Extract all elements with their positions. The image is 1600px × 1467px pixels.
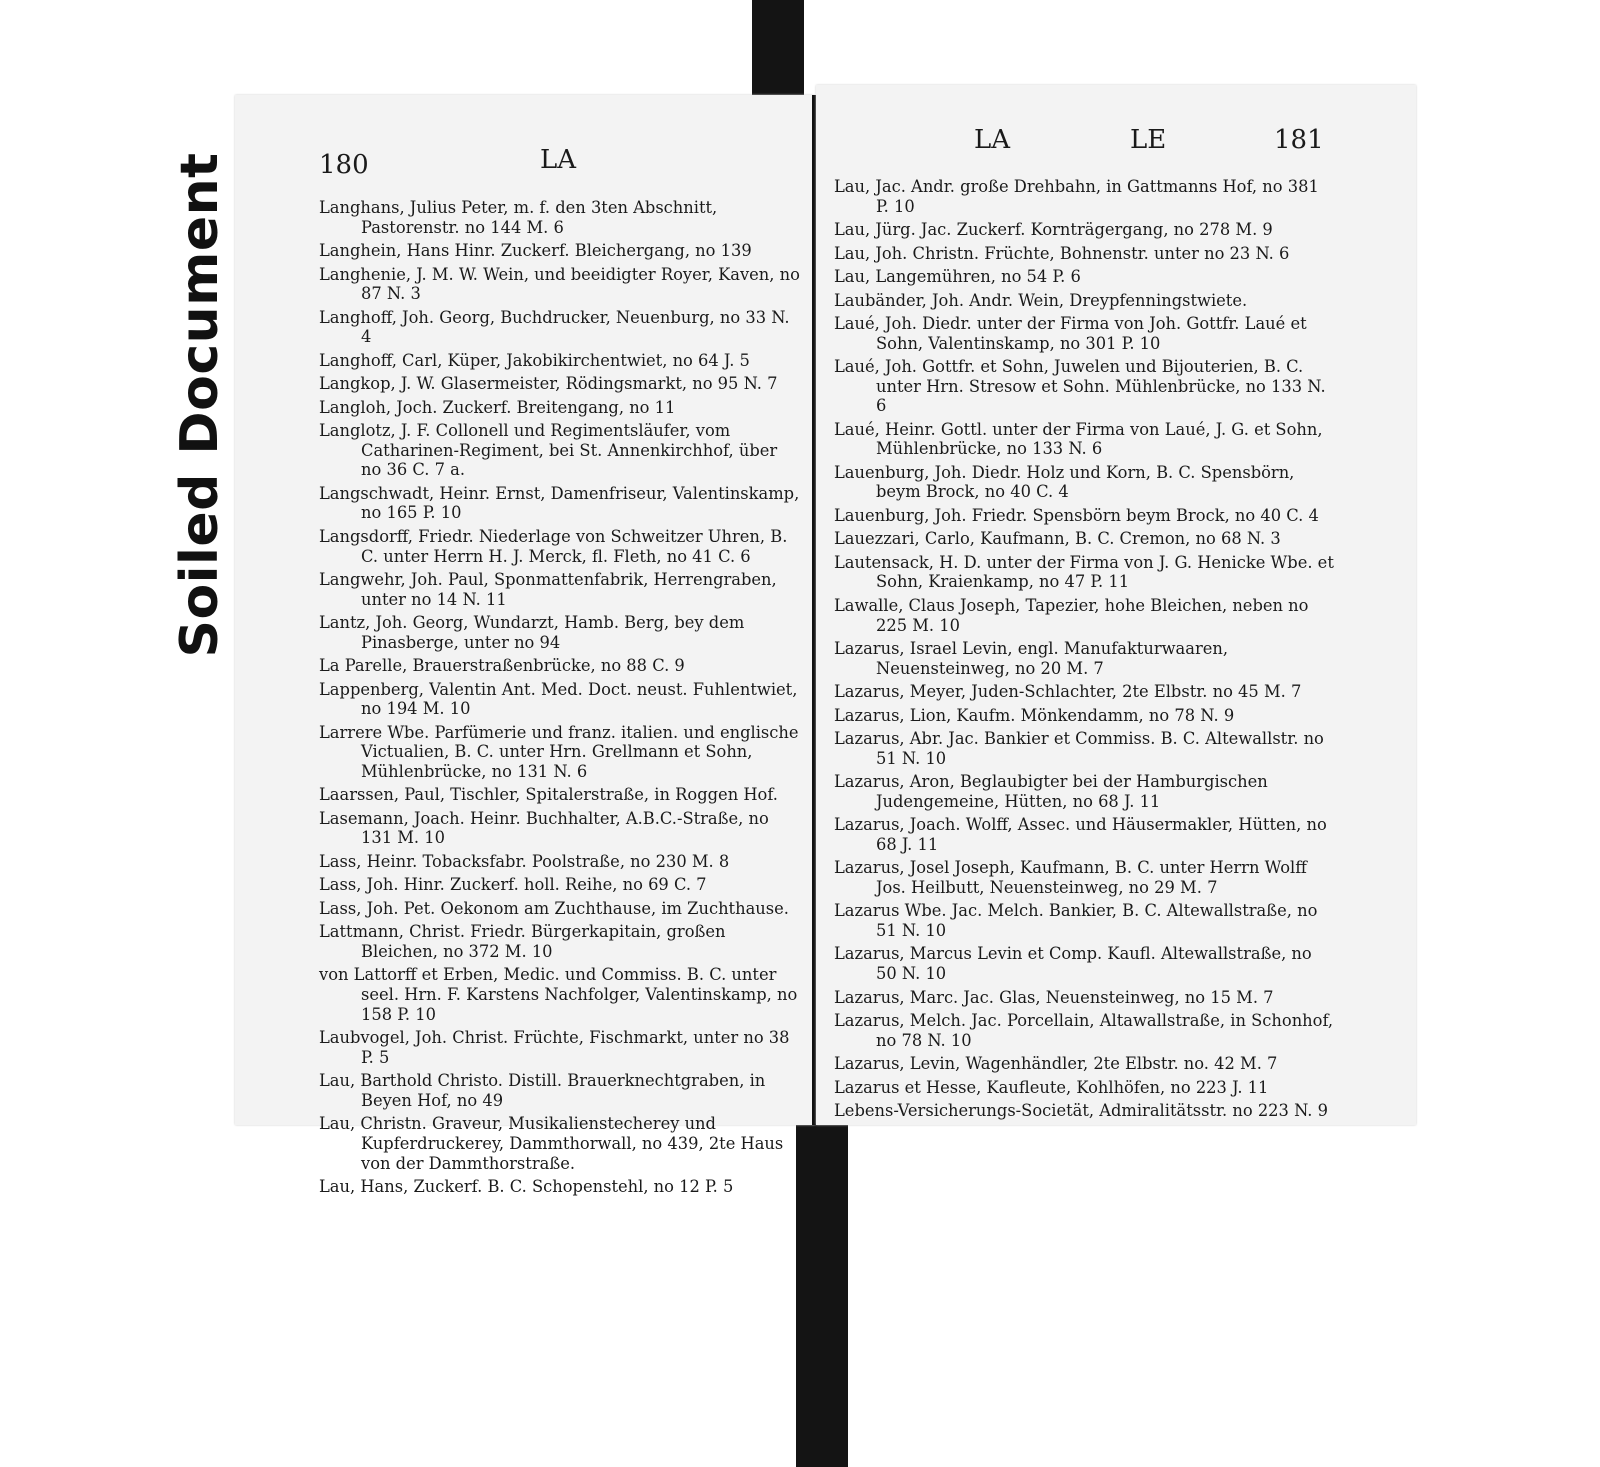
directory-entry: Lazarus, Aron, Beglaubigter bei der Hamburgischen Judengemeine, Hütten, no 68 J. 11 bbox=[834, 772, 1268, 811]
directory-entry: Lazarus, Josel Joseph, Kaufmann, B. C. unter Herrn Wolff Jos. Heilbutt, Neuensteinweg, no 29 M. 7 bbox=[834, 858, 1307, 897]
directory-entry: Langschwadt, Heinr. Ernst, Damenfriseur, Valentinskamp, no 165 P. 10 bbox=[319, 483, 800, 523]
directory-entry: Lazarus et Hesse, Kaufleute, Kohlhöfen, no 223 J. 11 bbox=[834, 1077, 1269, 1097]
directory-entry: Langhans, Julius Peter, m. f. den 3ten Abschnitt, Pastorenstr. no 144 M. 6 bbox=[319, 198, 718, 237]
right-page-header-right: LE bbox=[1130, 125, 1167, 155]
left-page-number: 180 bbox=[319, 150, 369, 180]
directory-entry: Langsdorff, Friedr. Niederlage von Schweitzer Uhren, B. C. unter Herrn H. J. Merck, fl. Fleth, no 41 C. 6 bbox=[319, 526, 788, 566]
stamp-text: Soiled Document bbox=[170, 152, 230, 658]
directory-entry: La Parelle, Brauerstraßenbrücke, no 88 C. 9 bbox=[319, 656, 685, 676]
directory-entry: Langlotz, J. F. Collonell und Regimentsläufer, vom Catharinen-Regiment, bei St. Annenkirchhof, über no 36 C. 7 a. bbox=[319, 421, 778, 480]
directory-entry: Lazarus, Joach. Wolff, Assec. und Häusermakler, Hütten, no 68 J. 11 bbox=[834, 815, 1327, 854]
binding-strip-top bbox=[752, 0, 804, 100]
binding-strip-bottom bbox=[796, 1121, 848, 1467]
directory-entry: Lau, Langemühren, no 54 P. 6 bbox=[834, 267, 1081, 287]
directory-entry: Lebens-Versicherungs-Societät, Admiralitätsstr. no 223 N. 9 bbox=[834, 1101, 1328, 1121]
directory-entry: Laubänder, Joh. Andr. Wein, Dreypfenningstwiete. bbox=[834, 290, 1248, 310]
directory-entry: Langhoff, Joh. Georg, Buchdrucker, Neuenburg, no 33 N. 4 bbox=[319, 307, 790, 347]
directory-entry: Lass, Joh. Pet. Oekonom am Zuchthause, im Zuchthause. bbox=[319, 898, 789, 918]
directory-entry: Lazarus Wbe. Jac. Melch. Bankier, B. C. Altewallstraße, no 51 N. 10 bbox=[834, 901, 1318, 940]
directory-entry: von Lattorff et Erben, Medic. und Commiss. B. C. unter seel. Hrn. F. Karstens Nachfolger, Valentinskamp, no 158 P. 10 bbox=[319, 965, 798, 1024]
directory-entry: Laué, Heinr. Gottl. unter der Firma von Laué, J. G. et Sohn, Mühlenbrücke, no 133 N. 6 bbox=[834, 419, 1323, 459]
directory-entry: Langwehr, Joh. Paul, Sponmattenfabrik, Herrengraben, unter no 14 N. 11 bbox=[319, 570, 777, 609]
directory-entry: Laarssen, Paul, Tischler, Spitalerstraße, in Roggen Hof. bbox=[319, 785, 778, 805]
directory-entry: Lauenburg, Joh. Friedr. Spensbörn beym Brock, no 40 C. 4 bbox=[834, 505, 1319, 525]
soiled-document-stamp bbox=[170, 152, 230, 658]
directory-entry: Lazarus, Lion, Kaufm. Mönkendamm, no 78 N. 9 bbox=[834, 705, 1235, 725]
directory-entry: Lau, Jürg. Jac. Zuckerf. Kornträgergang, no 278 M. 9 bbox=[834, 220, 1273, 240]
directory-entry: Lazarus, Meyer, Juden-Schlachter, 2te Elbstr. no 45 M. 7 bbox=[834, 682, 1302, 702]
left-entry-list bbox=[319, 198, 802, 1200]
directory-entry: Langhoff, Carl, Küper, Jakobikirchentwiet, no 64 J. 5 bbox=[319, 350, 750, 370]
directory-entry: Langhein, Hans Hinr. Zuckerf. Bleichergang, no 139 bbox=[319, 241, 752, 261]
directory-entry: Larrere Wbe. Parfümerie und franz. italien. und englische Victualien, B. C. unter Hrn. Grellmann et Sohn, Mühlenbrücke, no 131 N. 6 bbox=[319, 722, 799, 781]
right-page-header-left: LA bbox=[974, 125, 1011, 155]
directory-entry: Laué, Joh. Gottfr. et Sohn, Juwelen und Bijouterien, B. C. unter Hrn. Stresow et Sohn. Mühlenbrücke, no 133 N. 6 bbox=[834, 357, 1326, 416]
directory-entry: Lau, Joh. Christn. Früchte, Bohnenstr. unter no 23 N. 6 bbox=[834, 243, 1290, 263]
directory-entry: Lazarus, Abr. Jac. Bankier et Commiss. B. C. Altewallstr. no 51 N. 10 bbox=[834, 729, 1324, 768]
directory-entry: Langkop, J. W. Glasermeister, Rödingsmarkt, no 95 N. 7 bbox=[319, 374, 778, 394]
directory-entry: Lau, Hans, Zuckerf. B. C. Schopenstehl, no 12 P. 5 bbox=[319, 1176, 734, 1196]
directory-entry: Lauezzari, Carlo, Kaufmann, B. C. Cremon, no 68 N. 3 bbox=[834, 529, 1281, 549]
directory-entry: Lau, Jac. Andr. große Drehbahn, in Gattmanns Hof, no 381 P. 10 bbox=[834, 177, 1319, 216]
directory-entry: Laubvogel, Joh. Christ. Früchte, Fischmarkt, unter no 38 P. 5 bbox=[319, 1028, 790, 1067]
directory-entry: Lantz, Joh. Georg, Wundarzt, Hamb. Berg, bey dem Pinasberge, unter no 94 bbox=[319, 613, 745, 652]
directory-entry: Lass, Joh. Hinr. Zuckerf. holl. Reihe, no 69 C. 7 bbox=[319, 875, 707, 895]
directory-entry: Lazarus, Levin, Wagenhändler, 2te Elbstr. no. 42 M. 7 bbox=[834, 1054, 1278, 1074]
directory-entry: Lazarus, Melch. Jac. Porcellain, Altawallstraße, in Schonhof, no 78 N. 10 bbox=[834, 1011, 1334, 1050]
directory-entry: Laué, Joh. Diedr. unter der Firma von Joh. Gottfr. Laué et Sohn, Valentinskamp, no 301 P. 10 bbox=[834, 314, 1307, 353]
directory-entry: Lautensack, H. D. unter der Firma von J. G. Henicke Wbe. et Sohn, Kraienkamp, no 47 P. 11 bbox=[834, 552, 1334, 592]
directory-entry: Lauenburg, Joh. Diedr. Holz und Korn, B. C. Spensbörn, beym Brock, no 40 C. 4 bbox=[834, 462, 1295, 502]
directory-entry: Lasemann, Joach. Heinr. Buchhalter, A.B.C.-Straße, no 131 M. 10 bbox=[319, 808, 769, 848]
directory-entry: Lappenberg, Valentin Ant. Med. Doct. neust. Fuhlentwiet, no 194 M. 10 bbox=[319, 679, 798, 719]
right-entry-list bbox=[834, 177, 1334, 1125]
directory-entry: Lau, Christn. Graveur, Musikalienstecherey und Kupferdruckerey, Dammthorwall, no 439, 2te Haus von der Dammthorstraße. bbox=[319, 1114, 784, 1173]
directory-entry: Langloh, Joch. Zuckerf. Breitengang, no 11 bbox=[319, 397, 676, 417]
left-page bbox=[235, 95, 815, 1196]
directory-entry: Lazarus, Marc. Jac. Glas, Neuensteinweg, no 15 M. 7 bbox=[834, 987, 1274, 1007]
directory-entry: Lazarus, Marcus Levin et Comp. Kaufl. Altewallstraße, no 50 N. 10 bbox=[834, 944, 1312, 984]
directory-entry: Lass, Heinr. Tobacksfabr. Poolstraße, no 230 M. 8 bbox=[319, 851, 730, 871]
directory-entry: Lazarus, Israel Levin, engl. Manufakturwaaren, Neuensteinweg, no 20 M. 7 bbox=[834, 639, 1229, 678]
directory-entry: Lau, Barthold Christo. Distill. Brauerknechtgraben, in Beyen Hof, no 49 bbox=[319, 1071, 766, 1110]
directory-entry: Lawalle, Claus Joseph, Tapezier, hohe Bleichen, neben no 225 M. 10 bbox=[834, 595, 1309, 635]
right-page bbox=[816, 85, 1416, 1125]
directory-entry: Lattmann, Christ. Friedr. Bürgerkapitain, großen Bleichen, no 372 M. 10 bbox=[319, 922, 726, 961]
right-page-number: 181 bbox=[1274, 125, 1324, 155]
directory-entry: Langhenie, J. M. W. Wein, und beeidigter Royer, Kaven, no 87 N. 3 bbox=[319, 264, 800, 304]
left-page-header: LA bbox=[540, 145, 577, 175]
